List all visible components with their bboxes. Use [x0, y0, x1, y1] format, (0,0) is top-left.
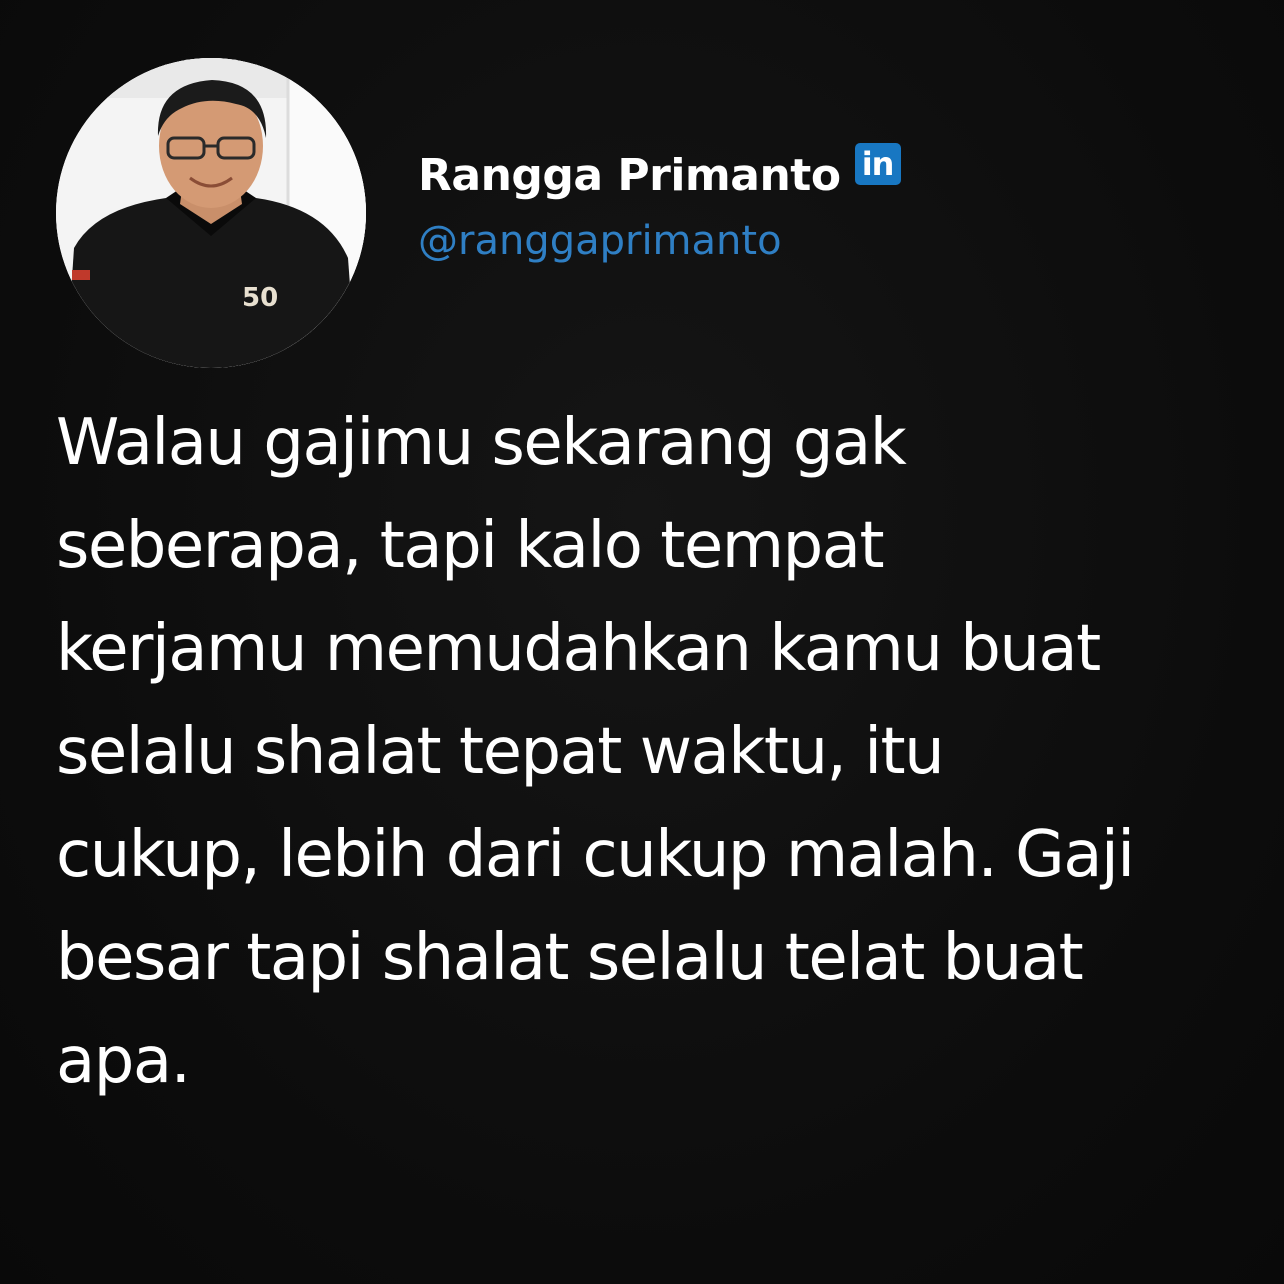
post-text-line: besar tapi shalat selalu telat buat	[56, 921, 1083, 995]
author-handle[interactable]: @ranggaprimanto	[418, 218, 782, 264]
avatar-photo	[56, 58, 366, 368]
post-text-line: cukup, lebih dari cukup malah. Gaji	[56, 818, 1134, 892]
post-text	[56, 392, 1236, 1113]
profile-header	[418, 140, 901, 210]
avatar[interactable]	[56, 58, 366, 368]
linkedin-icon[interactable]: in	[855, 143, 901, 185]
post-text-line: Walau gajimu sekarang gak	[56, 406, 906, 480]
svg-text:50: 50	[242, 283, 279, 313]
author-name[interactable]: Rangga Primanto	[418, 149, 841, 201]
post-text-line: seberapa, tapi kalo tempat	[56, 509, 884, 583]
post-text-line: kerjamu memudahkan kamu buat	[56, 612, 1100, 686]
post-text-line: selalu shalat tepat waktu, itu	[56, 715, 944, 789]
post-text-line: apa.	[56, 1024, 190, 1098]
